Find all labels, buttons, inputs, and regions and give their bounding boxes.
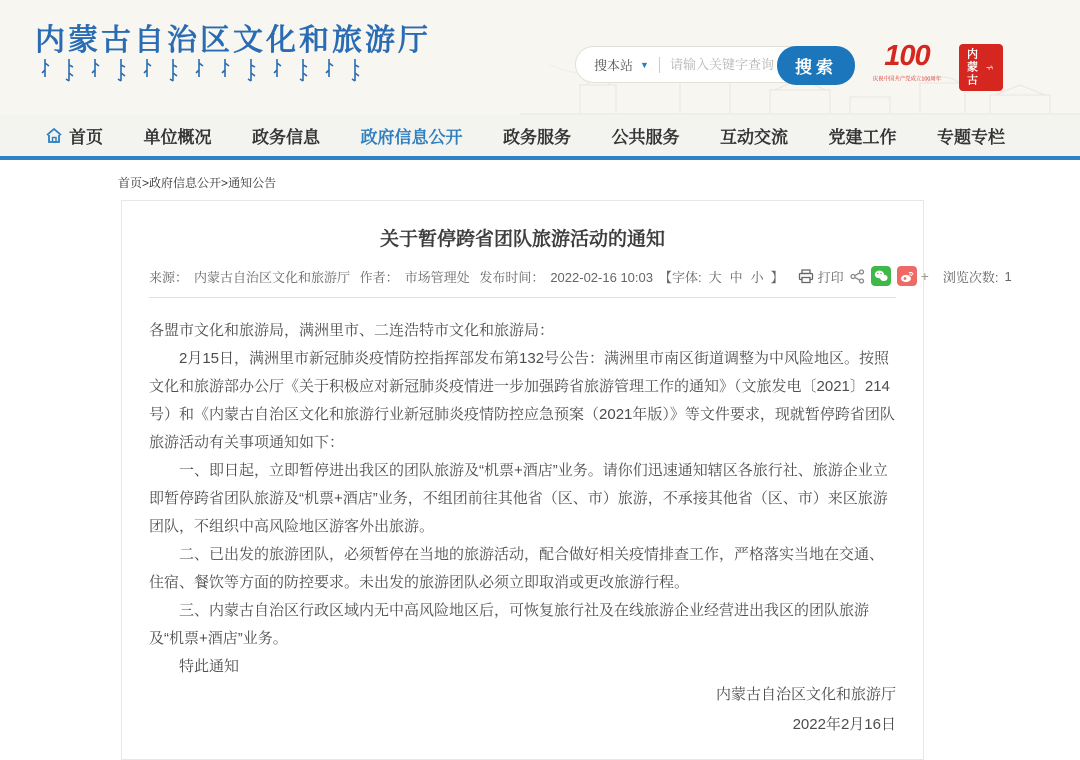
views-count: 1: [1004, 268, 1012, 284]
nav-item-gov-services[interactable]: 政务服务: [503, 128, 571, 147]
breadcrumb-home[interactable]: 首页: [118, 176, 143, 190]
seal-text: 内蒙古: [965, 48, 978, 87]
main-navigation: [0, 115, 1080, 160]
search-divider: [659, 57, 660, 73]
mongolian-script-title: [42, 57, 372, 83]
source-label: 来源：: [149, 269, 189, 285]
paragraph-closing: 特此通知: [179, 658, 240, 675]
author-value: 市场管理处: [404, 269, 470, 285]
inner-mongolia-red-seal: [959, 44, 1003, 91]
paragraph-item-1: 一、即日起，立即暂停进出我区的团队旅游及“机票+酒店”业务。请你们迅速通知辖区各旅行社、旅游企业立即暂停跨省团队旅游及“机票+酒店”业务，不组团前往其他省（区、市）旅游，不承接其他省（区、市）来区旅游团队，不组织中高风险地区游客外出旅游。: [149, 462, 888, 535]
nav-item-party-building[interactable]: 党建工作: [828, 128, 897, 147]
article-card: [121, 200, 1012, 760]
seal-mongolian-mark: ᠮ: [983, 64, 994, 71]
article-body: [149, 298, 896, 749]
signature-date: 2022年2月16日: [792, 716, 896, 733]
breadcrumb: [118, 174, 1080, 191]
font-size-medium-button[interactable]: 中: [729, 269, 743, 285]
breadcrumb-separator: >: [221, 176, 229, 190]
share-icon[interactable]: [850, 269, 865, 284]
site-title: 内蒙古自治区文化和旅游厅: [35, 24, 431, 57]
nav-label-home: 首页: [69, 128, 103, 147]
paragraph-item-2: 二、已出发的旅游团队，必须暂停在当地的旅游活动，配合做好相关疫情排查工作，严格落实当地在交通、住宿、餐饮等方面的防控要求。未出发的旅游团队必须立即取消或更改旅游行程。: [149, 546, 885, 591]
article-meta-bar: [149, 251, 1012, 298]
font-size-label-close: 】: [770, 269, 784, 285]
publish-time-value: 2022-02-16 10:03: [550, 269, 653, 285]
author-label: 作者：: [359, 269, 399, 285]
site-header: [0, 0, 1080, 115]
search-scope-selector[interactable]: [576, 55, 649, 74]
chevron-down-icon: ▼: [640, 59, 649, 70]
article-meta-info: [149, 267, 659, 286]
party-100th-anniversary-logo: [868, 42, 946, 83]
paragraph-item-3: 三、内蒙古自治区行政区域内无中高风险地区后，可恢复旅行社及在线旅游企业经营进出我区的团队旅游及“机票+酒店”业务。: [149, 602, 870, 647]
paragraph-background: 2月15日，满洲里市新冠肺炎疫情防控指挥部发布第132号公告：满洲里市南区街道调整为中风险地区。按照文化和旅游部办公厅《关于积极应对新冠肺炎疫情进一步加强跨省旅游管理工作的通知》（文旅发电〔2021〕214号）和《内蒙古自治区文化和旅游行业新冠肺炎疫情防控应急预案（2021年版）》等文件要求，现就暂停跨省团队旅游活动有关事项通知如下：: [149, 350, 895, 451]
home-icon: [45, 127, 63, 144]
nav-item-interaction[interactable]: 互动交流: [720, 128, 788, 147]
nav-item-gov-information[interactable]: 政务信息: [252, 128, 320, 147]
breadcrumb-separator: >: [142, 176, 150, 190]
nav-item-gov-info-disclosure[interactable]: 政府信息公开: [360, 128, 463, 147]
breadcrumb-notices[interactable]: 通知公告: [228, 176, 277, 190]
search-scope-label: 搜本站: [594, 58, 634, 73]
article-meta-tools: [659, 266, 1012, 286]
search-button[interactable]: 搜索: [777, 46, 855, 85]
nav-item-special-topics[interactable]: 专题专栏: [937, 128, 1005, 147]
font-size-small-button[interactable]: 小: [750, 269, 764, 285]
paragraph-salutation: 各盟市文化和旅游局，满洲里市、二连浩特市文化和旅游局：: [149, 322, 555, 339]
source-value: 内蒙古自治区文化和旅游厅: [194, 269, 351, 285]
nav-item-public-services[interactable]: 公共服务: [611, 128, 680, 147]
more-share-button[interactable]: +: [920, 268, 929, 284]
print-label: 打印: [817, 269, 844, 285]
print-button[interactable]: [798, 267, 844, 286]
anniversary-caption: 庆祝中国共产党成立100周年: [872, 77, 942, 83]
publish-time-label: 发布时间：: [479, 269, 545, 285]
views-label: 浏览次数:: [942, 269, 999, 285]
nav-item-unit-overview[interactable]: 单位概况: [143, 128, 212, 147]
printer-icon: [798, 269, 814, 284]
nav-item-home[interactable]: [45, 123, 103, 148]
breadcrumb-gov-info[interactable]: 政府信息公开: [149, 176, 222, 190]
font-size-large-button[interactable]: 大: [708, 269, 722, 285]
weibo-share-icon[interactable]: [897, 266, 917, 286]
site-search: [575, 46, 855, 83]
article-title: 关于暂停跨省团队旅游活动的通知: [379, 229, 665, 250]
anniversary-number: 100: [884, 40, 930, 72]
wechat-share-icon[interactable]: [871, 266, 891, 286]
signature-org: 内蒙古自治区文化和旅游厅: [715, 686, 896, 703]
font-size-label-open: 【字体:: [658, 269, 702, 285]
